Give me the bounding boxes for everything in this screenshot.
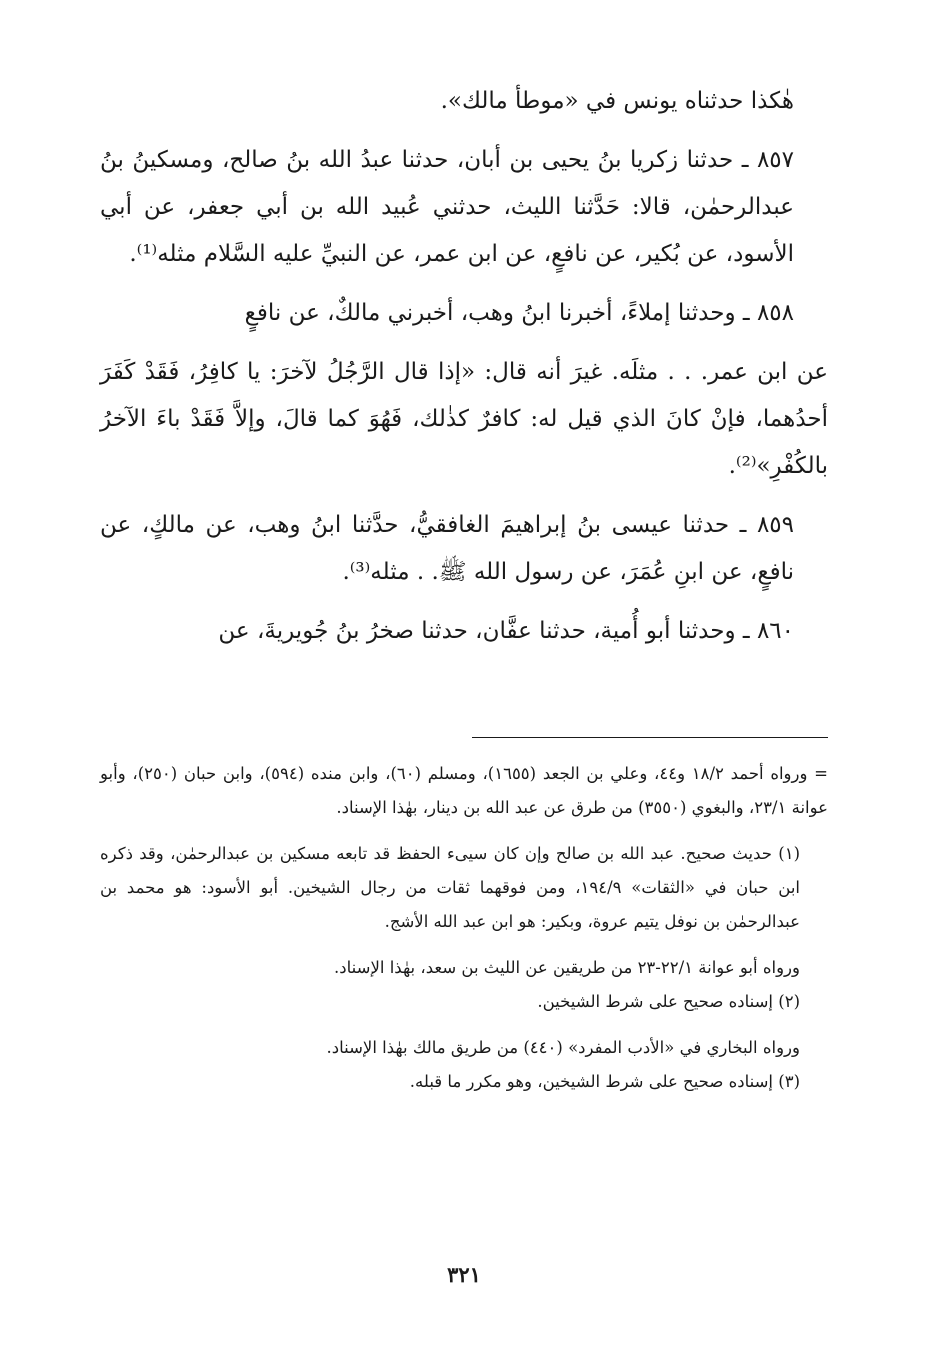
- main-text: [100, 78, 828, 655]
- footnote-1-extra: ورواه أبو عوانة ٢٢/١-٢٣ من طريقين عن الليث بن سعد، بهٰذا الإسناد.: [334, 958, 800, 977]
- hadith-859: ٨٥٩ ـ حدثنا عيسى بنُ إبراهيمَ الغافقيُّ، حدَّثنا ابنُ وهب، عن مالكٍ، عن نافعٍ، عن ابنِ عُمَرَ، عن رسول الله ﷺ. . مثله⁽³⁾.: [100, 512, 794, 585]
- line-intro: هٰكذا حدثناه يونس في «موطأ مالك».: [440, 88, 794, 114]
- footnote-2-extra: ورواه البخاري في «الأدب المفرد» (٤٤٠) من طريق مالك بهٰذا الإسناد.: [326, 1038, 800, 1057]
- footnote-separator: [472, 737, 828, 738]
- footnote-1: (١) حديث صحيح. عبد الله بن صالح وإن كان سيىء الحفظ قد تابعه مسكين بن عبدالرحمٰن، وقد ذكره ابن حبان في «الثقات» ١٩٤/٩، ومن فوقهما ثقات من رجال الشيخين. أبو الأسود: هو محمد بن عبدالرحمٰن بن نوفل يتيم عروة، وبكير: هو ابن عبد الله الأشج.: [100, 844, 800, 931]
- footnote-3: (٣) إسناده صحيح على شرط الشيخين، وهو مكرر ما قبله.: [409, 1072, 800, 1091]
- hadith-857: ٨٥٧ ـ حدثنا زكريا بنُ يحيى بن أبان، حدثنا عبدُ الله بنُ صالح، ومسكينُ بنُ عبدالرحمٰن، قالا: حَدَّثنا الليث، حدثني عُبيد الله بن أبي جعفر، عن أبي الأسود، عن بُكير، عن نافعٍ، عن ابن عمر، عن النبيِّ عليه السَّلام مثله⁽¹⁾.: [100, 147, 794, 267]
- footnote-continuation: = ورواه أحمد ١٨/٢ و٤٤، وعلي بن الجعد (١٦٥٥)، ومسلم (٦٠)، وابن منده (٥٩٤)، وابن حبان (٢٥٠)، وأبو عوانة ٢٣/١، والبغوي (٣٥٥٠) من طرق عن عبد الله بن دينار، بهٰذا الإسناد.: [100, 764, 828, 817]
- hadith-858-head: ٨٥٨ ـ وحدثنا إملاءً، أخبرنا ابنُ وهب، أخبرني مالكٌ، عن نافعٍ: [244, 300, 794, 326]
- hadith-858-body: عن ابن عمر. . . مثلَه. غيرَ أنه قال: «إذا قال الرَّجُلُ لآخرَ: يا كافِرُ، فَقَدْ كَفَرَ أحدُهما، فإنْ كانَ الذي قيل له: كافرٌ كذٰلك، فَهُوَ كما قالَ، وإلاَّ فَقَدْ باءَ الآخرُ بالكُفْرِ»⁽²⁾.: [100, 359, 828, 479]
- hadith-860: ٨٦٠ ـ وحدثنا أبو أُمية، حدثنا عفَّان، حدثنا صخرُ بنُ جُويريةَ، عن: [218, 618, 794, 644]
- footnotes: [100, 757, 828, 1099]
- footnote-2: (٢) إسناده صحيح على شرط الشيخين.: [537, 992, 800, 1011]
- page-number: ٣٢١: [447, 1262, 481, 1287]
